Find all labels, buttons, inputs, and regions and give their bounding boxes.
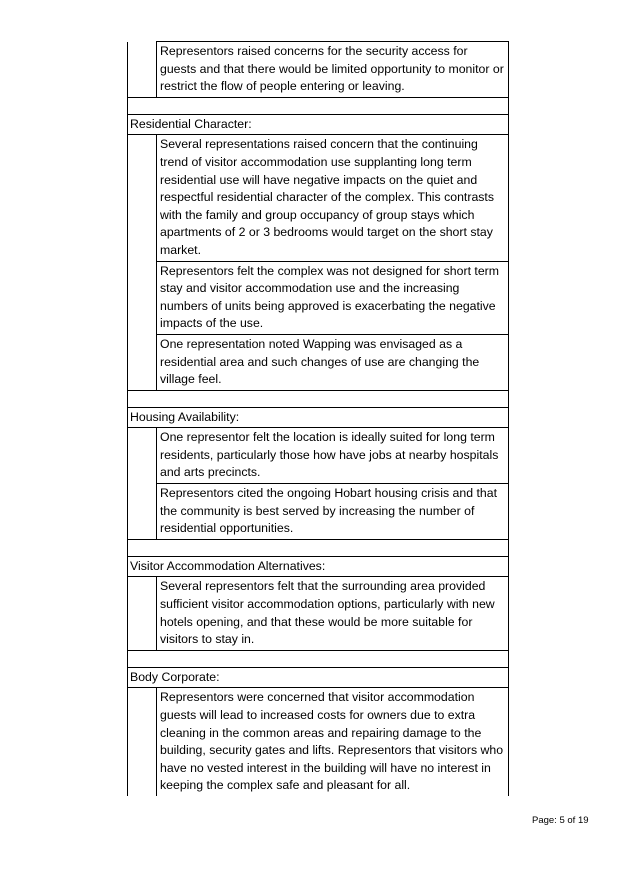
indent-cell — [128, 577, 157, 650]
representation-text: Representors were concerned that visitor accommodation guests will lead to increased costs for owners due to extra cleaning in the common areas and repairing damage to the building, security gates and lifts. Representors that visitors who have no vested interest in the building will have no interest in keeping the complex safe and pleasant for all. — [157, 688, 509, 796]
section-heading: Body Corporate: — [128, 667, 509, 688]
indent-cell — [128, 42, 157, 98]
spacer-cell — [128, 539, 509, 556]
representation-text: One representation noted Wapping was envisaged as a residential area and such changes of use are changing the village feel. — [157, 334, 509, 390]
indent-cell — [128, 135, 157, 261]
table-row — [128, 261, 509, 334]
representation-text: Several representors felt that the surrounding area provided sufficient visitor accommodation options, particularly with new hotels opening, and that these would be more suitable for visitors to stay in. — [157, 577, 509, 650]
table-row — [128, 428, 509, 484]
indent-cell — [128, 334, 157, 390]
representations-table — [127, 41, 509, 796]
representation-text: One representor felt the location is ideally suited for long term residents, particularly those how have jobs at nearby hospitals and arts precincts. — [157, 428, 509, 484]
section-heading-row — [128, 114, 509, 135]
section-heading-row — [128, 407, 509, 428]
spacer-row — [128, 539, 509, 556]
table-row — [128, 135, 509, 261]
section-heading-row — [128, 667, 509, 688]
representation-text: Representors felt the complex was not designed for short term stay and visitor accommodation use and the increasing numbers of units being approved is exacerbating the negative impacts of the use. — [157, 261, 509, 334]
indent-cell — [128, 688, 157, 796]
representations-table-body — [128, 42, 509, 796]
indent-cell — [128, 484, 157, 540]
representation-text: Representors raised concerns for the security access for guests and that there would be limited opportunity to monitor or restrict the flow of people entering or leaving. — [157, 42, 509, 98]
spacer-cell — [128, 97, 509, 114]
section-heading: Residential Character: — [128, 114, 509, 135]
spacer-cell — [128, 650, 509, 667]
table-row — [128, 42, 509, 98]
table-row — [128, 334, 509, 390]
spacer-cell — [128, 390, 509, 407]
section-heading: Visitor Accommodation Alternatives: — [128, 556, 509, 577]
table-row — [128, 688, 509, 796]
spacer-row — [128, 650, 509, 667]
indent-cell — [128, 428, 157, 484]
representation-text: Several representations raised concern that the continuing trend of visitor accommodation use supplanting long term residential use will have negative impacts on the quiet and respectful residential character of the complex. This contrasts with the family and group occupancy of group stays which apartments of 2 or 3 bedrooms would target on the short stay market. — [157, 135, 509, 261]
spacer-row — [128, 97, 509, 114]
spacer-row — [128, 390, 509, 407]
representation-text: Representors cited the ongoing Hobart housing crisis and that the community is best served by increasing the number of residential opportunities. — [157, 484, 509, 540]
indent-cell — [128, 261, 157, 334]
section-heading: Housing Availability: — [128, 407, 509, 428]
section-heading-row — [128, 556, 509, 577]
table-row — [128, 484, 509, 540]
page-number: Page: 5 of 19 — [532, 815, 589, 826]
table-row — [128, 577, 509, 650]
